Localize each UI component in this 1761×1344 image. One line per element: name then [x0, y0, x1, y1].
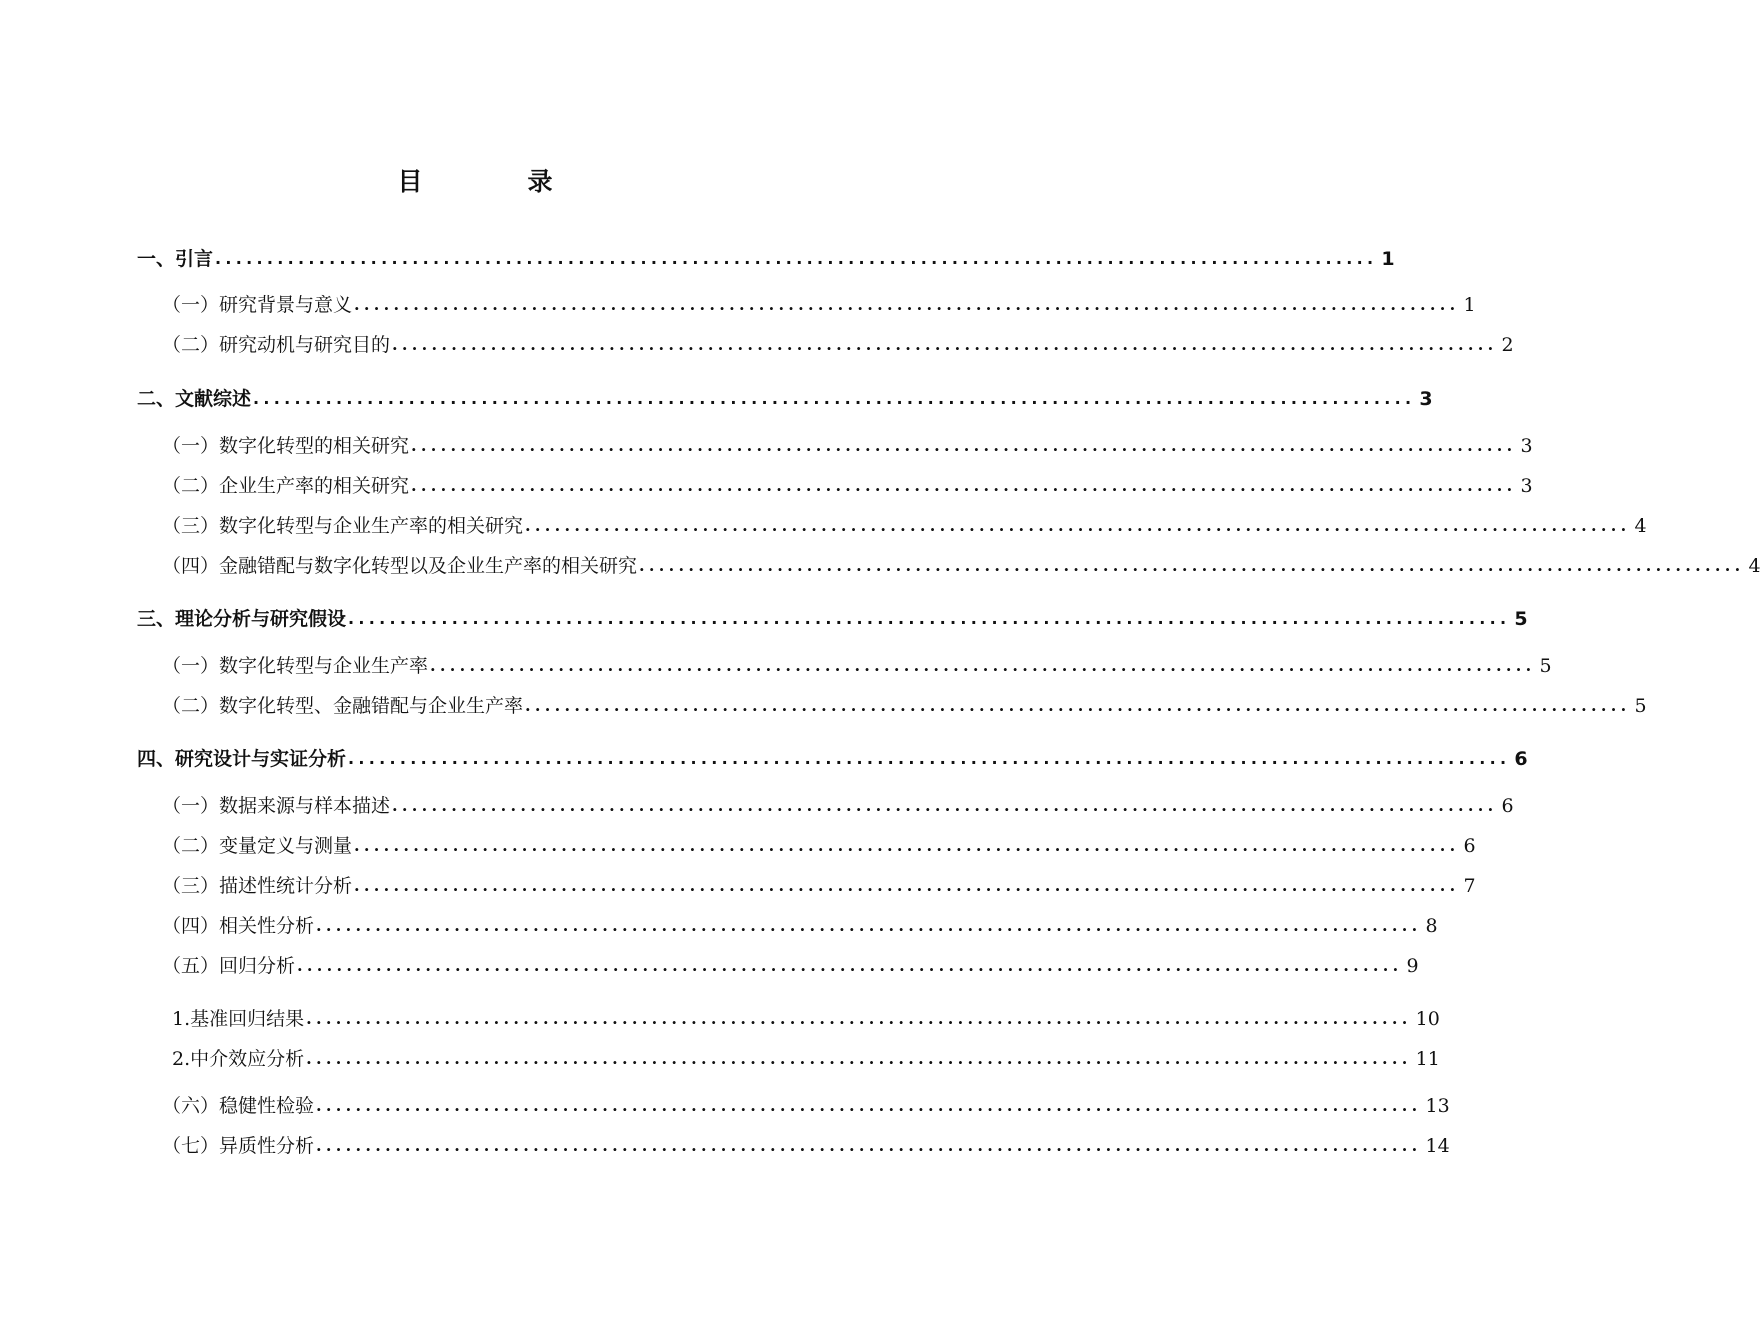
toc-entry[interactable]: [162, 873, 1476, 899]
toc-entry[interactable]: [162, 793, 1514, 819]
dot-leader: ................................................................................................................: [253, 389, 1416, 408]
toc-entry-label: （三）数字化转型与企业生产率的相关研究: [162, 515, 524, 537]
dot-leader: ................................................................................................................: [297, 956, 1403, 975]
toc-page-number: 5: [1539, 655, 1552, 677]
dot-leader: ................................................................................................................: [525, 516, 1631, 535]
toc-entry-label: （一）研究背景与意义: [162, 294, 353, 316]
toc-page-number: 4: [1748, 555, 1761, 577]
toc-entry[interactable]: [137, 386, 1433, 412]
dot-leader: ................................................................................................................: [392, 796, 1498, 815]
toc-page-number: 7: [1463, 875, 1476, 897]
toc-page-number: 6: [1463, 835, 1476, 857]
toc-entry-label: 四、研究设计与实证分析: [137, 748, 347, 770]
toc-entry[interactable]: [162, 1093, 1450, 1119]
toc-entry[interactable]: [162, 292, 1476, 318]
toc-page-number: 6: [1501, 795, 1514, 817]
toc-entry-label: （六）稳健性检验: [162, 1095, 315, 1117]
dot-leader: ................................................................................................................: [392, 335, 1498, 354]
dot-leader: ................................................................................................................: [348, 749, 1511, 768]
toc-page-number: 5: [1634, 695, 1647, 717]
toc-page-number: 2: [1501, 334, 1514, 356]
toc-entry-label: （五）回归分析: [162, 955, 296, 977]
toc-page-number: 11: [1415, 1048, 1440, 1070]
toc-entry-label: （二）数字化转型、金融错配与企业生产率: [162, 695, 524, 717]
toc-page-number: 8: [1425, 915, 1438, 937]
toc-entry[interactable]: [162, 693, 1647, 719]
toc-page-number: 6: [1514, 748, 1528, 770]
toc-entry-label: （四）金融错配与数字化转型以及企业生产率的相关研究: [162, 555, 638, 577]
toc-entry[interactable]: [172, 1046, 1440, 1072]
toc-page-number: 3: [1520, 435, 1533, 457]
toc-page-number: 4: [1634, 515, 1647, 537]
toc-entry[interactable]: [162, 833, 1476, 859]
toc-entry[interactable]: [162, 332, 1514, 358]
toc-entry-label: 三、理论分析与研究假设: [137, 608, 347, 630]
dot-leader: ................................................................................................................: [316, 1096, 1422, 1115]
toc-entry[interactable]: [162, 473, 1533, 499]
toc-entry-label: （四）相关性分析: [162, 915, 315, 937]
dot-leader: ................................................................................................................: [306, 1049, 1412, 1068]
toc-page-number: 5: [1514, 608, 1528, 630]
toc-page-number: 3: [1419, 388, 1433, 410]
toc-page-number: 13: [1425, 1095, 1450, 1117]
toc-entry[interactable]: [137, 746, 1528, 772]
dot-leader: ................................................................................................................: [430, 656, 1536, 675]
toc-entry[interactable]: [162, 433, 1533, 459]
dot-leader: ................................................................................................................: [639, 556, 1745, 575]
toc-entry-label: 二、文献综述: [137, 388, 252, 410]
toc-page-number: 1: [1381, 248, 1395, 270]
toc-page-number: 10: [1415, 1008, 1440, 1030]
toc-page-number: 9: [1406, 955, 1419, 977]
toc-entry-label: （一）数字化转型的相关研究: [162, 435, 410, 457]
dot-leader: ................................................................................................................: [525, 696, 1631, 715]
toc-page-number: 1: [1463, 294, 1476, 316]
toc-entry[interactable]: [162, 513, 1647, 539]
toc-entry[interactable]: [172, 1006, 1440, 1032]
toc-entry[interactable]: [162, 653, 1552, 679]
dot-leader: ................................................................................................................: [354, 295, 1460, 314]
toc-entry-label: （三）描述性统计分析: [162, 875, 353, 897]
toc-entry-label: （一）数字化转型与企业生产率: [162, 655, 429, 677]
toc-entry[interactable]: [162, 1133, 1450, 1159]
dot-leader: ................................................................................................................: [354, 836, 1460, 855]
toc-entry-label: 2.中介效应分析: [172, 1048, 305, 1070]
toc-page-number: 3: [1520, 475, 1533, 497]
dot-leader: ................................................................................................................: [306, 1009, 1412, 1028]
dot-leader: ................................................................................................................: [215, 249, 1378, 268]
toc-entry[interactable]: [162, 953, 1419, 979]
dot-leader: ................................................................................................................: [316, 916, 1422, 935]
toc-entry[interactable]: [137, 606, 1528, 632]
toc-entry-label: （一）数据来源与样本描述: [162, 795, 391, 817]
dot-leader: ................................................................................................................: [354, 876, 1460, 895]
toc-page-number: 14: [1425, 1135, 1450, 1157]
toc-entry-label: （二）企业生产率的相关研究: [162, 475, 410, 497]
toc-entry-label: （二）研究动机与研究目的: [162, 334, 391, 356]
dot-leader: ................................................................................................................: [411, 476, 1517, 495]
dot-leader: ................................................................................................................: [348, 609, 1511, 628]
dot-leader: ................................................................................................................: [316, 1136, 1422, 1155]
toc-entry-label: （二）变量定义与测量: [162, 835, 353, 857]
dot-leader: ................................................................................................................: [411, 436, 1517, 455]
toc-entry-label: （七）异质性分析: [162, 1135, 315, 1157]
toc-entry[interactable]: [137, 246, 1395, 272]
toc-entry-label: 1.基准回归结果: [172, 1008, 305, 1030]
toc-entry[interactable]: [162, 553, 1761, 579]
toc-entry-label: 一、引言: [137, 248, 214, 270]
page-title: 目 录: [397, 167, 593, 196]
toc-entry[interactable]: [162, 913, 1438, 939]
